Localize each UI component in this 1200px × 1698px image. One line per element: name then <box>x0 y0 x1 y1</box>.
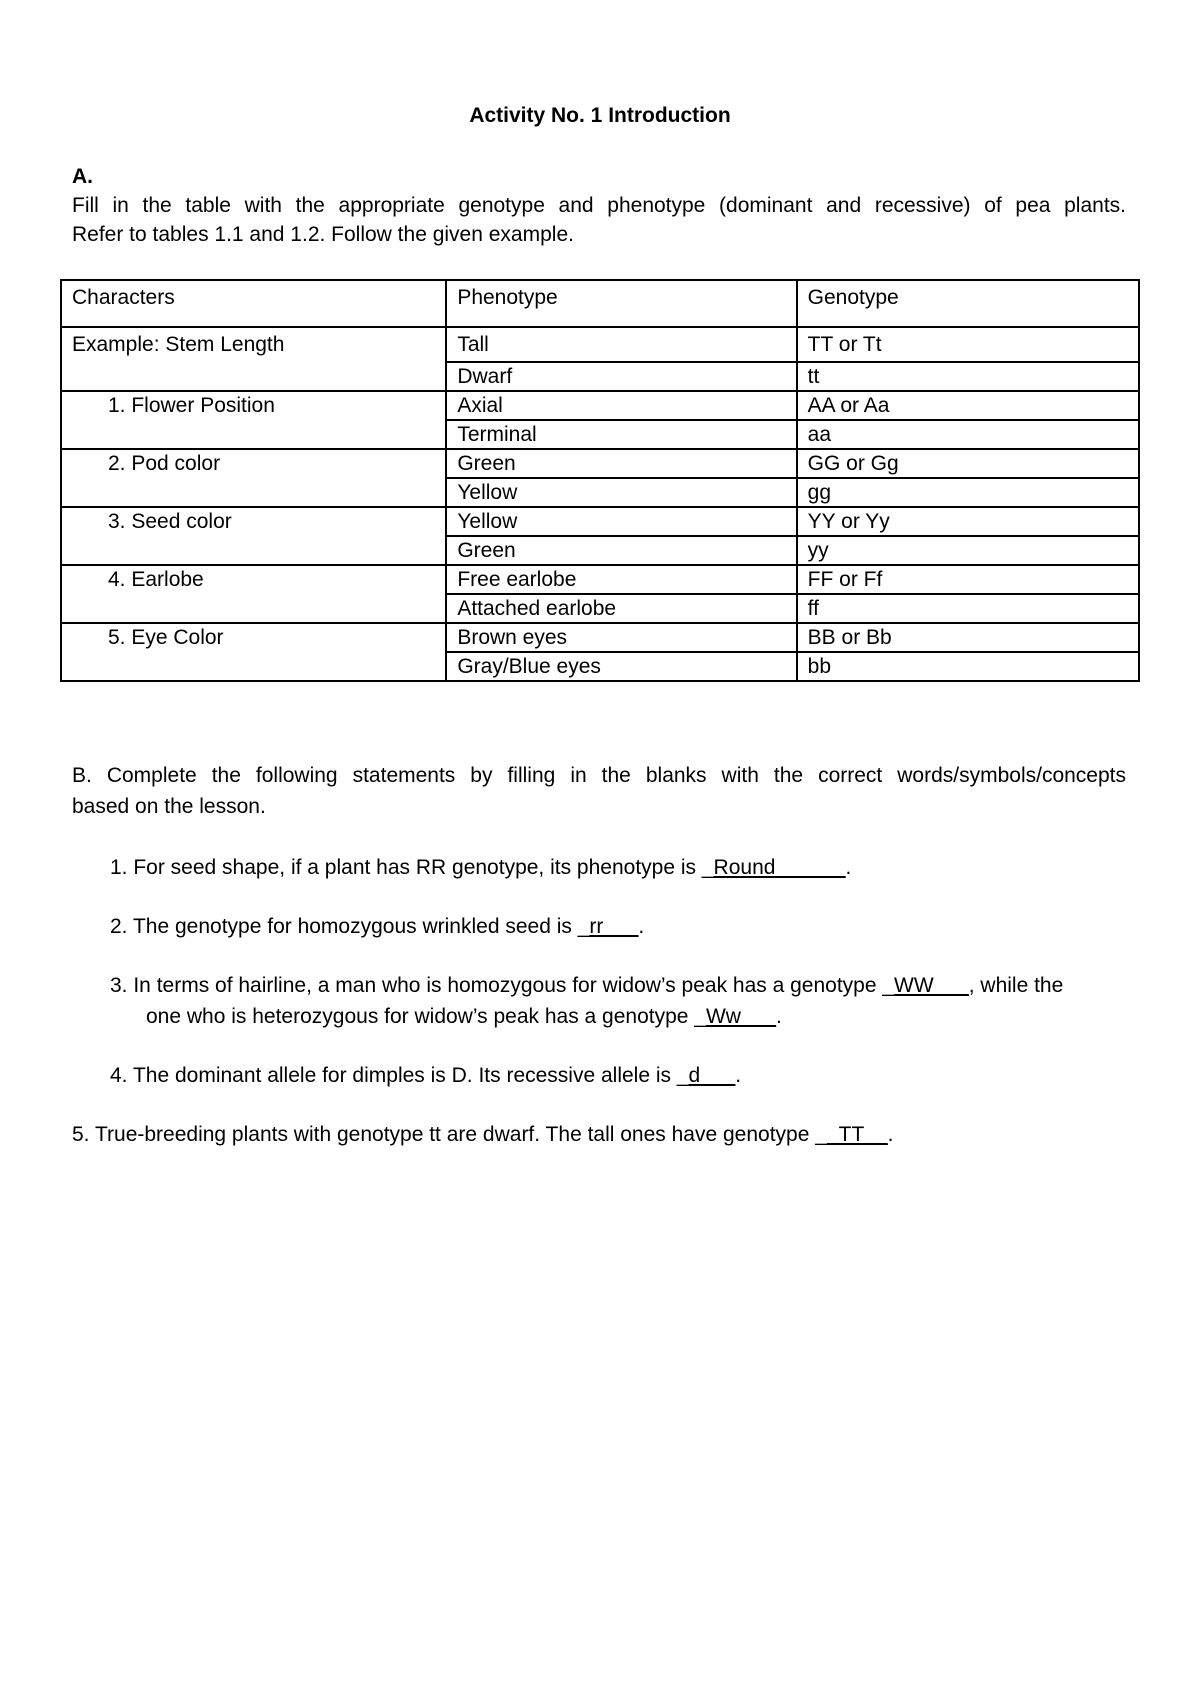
phenotype-cell: Yellow <box>446 478 796 507</box>
question-5-end: . <box>887 1123 894 1146</box>
question-4-answer: d___ <box>688 1064 736 1087</box>
question-2-answer: rr___ <box>589 915 639 938</box>
section-a-label: A. <box>72 165 93 188</box>
phenotype-cell: Tall <box>446 327 796 362</box>
phenotype-cell: Gray/Blue eyes <box>446 652 796 681</box>
table-row <box>61 327 1139 362</box>
question-3-mid: , while the <box>968 974 1064 997</box>
question-1-end: . <box>845 856 852 879</box>
phenotype-cell: Attached earlobe <box>446 594 796 623</box>
phenotype-cell: Green <box>446 449 796 478</box>
question-1-text: 1. For seed shape, if a plant has RR genotype, its phenotype is _ <box>110 856 714 879</box>
character-cell: 5. Eye Color <box>61 623 446 681</box>
question-2 <box>110 911 644 942</box>
header-characters: Characters <box>61 280 446 327</box>
table-row <box>61 623 1139 652</box>
question-4 <box>110 1060 741 1091</box>
table-row <box>61 507 1139 536</box>
character-cell: 4. Earlobe <box>61 565 446 623</box>
traits-table <box>60 279 1140 682</box>
genotype-cell: aa <box>797 420 1139 449</box>
character-cell: 2. Pod color <box>61 449 446 507</box>
question-3-end: . <box>776 1005 782 1028</box>
table-row <box>61 391 1139 420</box>
genotype-cell: TT or Tt <box>797 327 1139 362</box>
page-title: Activity No. 1 Introduction <box>469 104 731 127</box>
question-2-text: 2. The genotype for homozygous wrinkled seed is _ <box>110 915 590 938</box>
genotype-cell: FF or Ff <box>797 565 1139 594</box>
genotype-cell: YY or Yy <box>797 507 1139 536</box>
table-row <box>61 565 1139 594</box>
question-5-text: 5. True-breeding plants with genotype tt are dwarf. The tall ones have genotype _ <box>72 1123 827 1146</box>
question-3-line-2 <box>146 1001 782 1032</box>
table-row <box>61 449 1139 478</box>
question-3-answer-1: WW___ <box>894 974 969 997</box>
genotype-cell: bb <box>797 652 1139 681</box>
section-b-intro-line-2: based on the lesson. <box>72 795 266 818</box>
question-4-text: 4. The dominant allele for dimples is D. Its recessive allele is _ <box>110 1064 689 1087</box>
section-b-intro-line-1: B. Complete the following statements by filling in the blanks with the correct words/symbols/concepts <box>72 764 1126 787</box>
section-a-instructions <box>72 191 1126 249</box>
section-b-intro <box>72 760 1126 822</box>
genotype-cell: yy <box>797 536 1139 565</box>
question-3-line-2-text: one who is heterozygous for widow’s peak has a genotype _ <box>146 1005 706 1028</box>
header-phenotype: Phenotype <box>446 280 796 327</box>
question-4-end: . <box>735 1064 742 1087</box>
phenotype-cell: Yellow <box>446 507 796 536</box>
phenotype-cell: Brown eyes <box>446 623 796 652</box>
header-genotype: Genotype <box>797 280 1139 327</box>
question-3-answer-2: Ww___ <box>705 1005 776 1028</box>
genotype-cell: gg <box>797 478 1139 507</box>
phenotype-cell: Terminal <box>446 420 796 449</box>
question-3 <box>110 970 1063 1001</box>
character-cell: Example: Stem Length <box>61 327 446 391</box>
phenotype-cell: Free earlobe <box>446 565 796 594</box>
instruction-line-1: Fill in the table with the appropriate genotype and phenotype (dominant and recessive) of pea plants. <box>72 194 1126 217</box>
question-1-answer: Round______ <box>713 856 846 879</box>
genotype-cell: GG or Gg <box>797 449 1139 478</box>
question-5-answer: _TT__ <box>826 1123 888 1146</box>
character-cell: 3. Seed color <box>61 507 446 565</box>
genotype-cell: tt <box>797 362 1139 391</box>
genotype-cell: AA or Aa <box>797 391 1139 420</box>
phenotype-cell: Green <box>446 536 796 565</box>
question-5 <box>72 1119 893 1150</box>
genotype-cell: BB or Bb <box>797 623 1139 652</box>
question-2-end: . <box>638 915 645 938</box>
instruction-line-2: Refer to tables 1.1 and 1.2. Follow the given example. <box>72 223 574 246</box>
character-cell: 1. Flower Position <box>61 391 446 449</box>
question-3-text: 3. In terms of hairline, a man who is homozygous for widow’s peak has a genotype _ <box>110 974 895 997</box>
phenotype-cell: Dwarf <box>446 362 796 391</box>
genotype-cell: ff <box>797 594 1139 623</box>
phenotype-cell: Axial <box>446 391 796 420</box>
table-header-row <box>61 280 1139 327</box>
question-1 <box>110 852 851 883</box>
